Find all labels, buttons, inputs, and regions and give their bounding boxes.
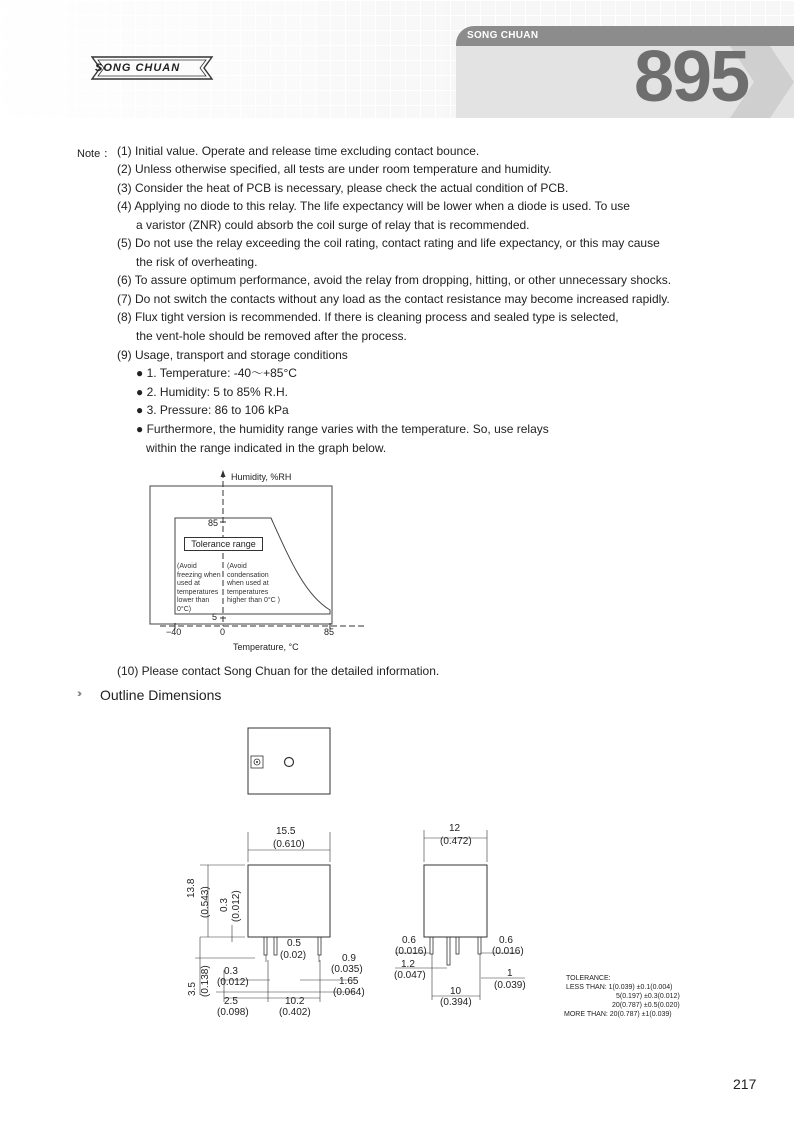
note-line: (3) Consider the heat of PCB is necessary, please check the actual condition of PCB. (117, 181, 569, 195)
dim-12-in: (0.472) (440, 836, 472, 847)
section-chevron-icon: ››› (77, 688, 79, 700)
dim-0-6-left: 0.6 (402, 935, 416, 946)
note-line: the vent-hole should be removed after the process. (136, 329, 407, 343)
dim-2-5-in: (0.098) (217, 1007, 249, 1018)
note-line: (6) To assure optimum performance, avoid the relay from dropping, hitting, or other unnecessary shocks. (117, 273, 672, 287)
note-line: ● 1. Temperature: -40～+85°C (136, 366, 297, 380)
graph-x-tick-minus40: −40 (166, 627, 182, 637)
humidity-temperature-graph (140, 470, 365, 640)
note-label: Note ： (77, 148, 115, 160)
dim-0-5-in: (0.02) (280, 950, 307, 961)
tolerance-line: 20(0.787) ±0.5(0.020) (612, 1002, 680, 1009)
dim-0-6-left-in: (0.016) (395, 946, 427, 957)
dim-0-3-h-in: (0.012) (217, 977, 249, 988)
page-number: 217 (733, 1076, 757, 1092)
dim-0-9: 0.9 (342, 953, 356, 964)
graph-x-tick-85: 85 (324, 627, 335, 637)
dim-2-5: 2.5 (224, 996, 238, 1007)
dim-1-65-in: (0.064) (333, 987, 365, 998)
note-line: ● 3. Pressure: 86 to 106 kPa (136, 403, 289, 417)
dim-3-5: 3.5 (187, 982, 198, 996)
note-line: (9) Usage, transport and storage conditions (117, 348, 348, 362)
dim-0-3-h: 0.3 (224, 966, 238, 977)
dim-0-9-in: (0.035) (331, 964, 363, 975)
dim-13-8-in: (0.543) (200, 886, 211, 918)
logo-text: SONG CHUAN (95, 62, 181, 74)
graph-x-label: Temperature, °C (233, 642, 299, 652)
dim-3-5-in: (0.138) (200, 965, 211, 997)
tolerance-title: TOLERANCE: (566, 975, 611, 982)
dim-10-in: (0.394) (440, 997, 472, 1008)
dim-0-5: 0.5 (287, 938, 301, 949)
graph-x-tick-0: 0 (220, 627, 226, 637)
section-title: Outline Dimensions (100, 687, 222, 703)
dim-10: 10 (450, 986, 462, 997)
note-line: (1) Initial value. Operate and release time excluding contact bounce. (117, 144, 480, 158)
dim-15-5-in: (0.610) (273, 839, 305, 850)
dim-1-2-in: (0.047) (394, 970, 426, 981)
note-line: within the range indicated in the graph below. (146, 441, 387, 455)
tolerance-line: 5(0.197) ±0.3(0.012) (616, 993, 680, 1000)
note-line: (5) Do not use the relay exceeding the coil rating, contact rating and life expectancy, or this may cause (117, 236, 660, 250)
graph-y-tick-5: 5 (212, 612, 218, 622)
note-line: (2) Unless otherwise specified, all tests are under room temperature and humidity. (117, 162, 552, 176)
dim-10-2: 10.2 (285, 996, 305, 1007)
dim-12: 12 (449, 823, 461, 834)
dim-0-3-v-in: (0.012) (231, 890, 242, 922)
dim-10-2-in: (0.402) (279, 1007, 311, 1018)
note-line: ● Furthermore, the humidity range varies with the temperature. So, use relays (136, 422, 549, 436)
tolerance-line: MORE THAN: 20(0.787) ±1(0.039) (564, 1011, 672, 1018)
graph-y-label: Humidity, %RH (231, 472, 292, 482)
graph-y-tick-85: 85 (208, 518, 219, 528)
graph-left-note: (Avoid freezing when used at temperatures lower than 0°C) (177, 563, 221, 613)
dim-0-6-right: 0.6 (499, 935, 513, 946)
tolerance-range-label: Tolerance range (184, 537, 263, 551)
dim-1-2: 1.2 (401, 959, 415, 970)
model-number: 895 (634, 37, 749, 117)
dim-1-in: (0.039) (494, 980, 526, 991)
note-line: (7) Do not switch the contacts without any load as the contact resistance may become increased rapidly. (117, 292, 670, 306)
dim-13-8: 13.8 (186, 878, 197, 898)
dim-0-3-v: 0.3 (219, 898, 230, 912)
note-line: the risk of overheating. (136, 255, 258, 269)
dim-1-65: 1.65 (339, 976, 359, 987)
note-line: (8) Flux tight version is recommended. If there is cleaning process and sealed type is selected, (117, 310, 619, 324)
note-line: (4) Applying no diode to this relay. The life expectancy will be lower when a diode is used. To use (117, 199, 630, 213)
relay-top-view (245, 726, 335, 798)
note-line: a varistor (ZNR) could absorb the coil surge of relay that is recommended. (136, 218, 530, 232)
dim-15-5: 15.5 (276, 826, 296, 837)
brand-name: SONG CHUAN (467, 30, 539, 41)
note-line: ● 2. Humidity: 5 to 85% R.H. (136, 385, 288, 399)
note-line: (10) Please contact Song Chuan for the detailed information. (117, 664, 440, 678)
tolerance-line: LESS THAN: 1(0.039) ±0.1(0.004) (566, 984, 673, 991)
dim-0-6-right-in: (0.016) (492, 946, 524, 957)
dim-1: 1 (507, 968, 513, 979)
graph-right-note: (Avoid condensation when used at temperatures higher than 0°C ) (227, 563, 280, 604)
